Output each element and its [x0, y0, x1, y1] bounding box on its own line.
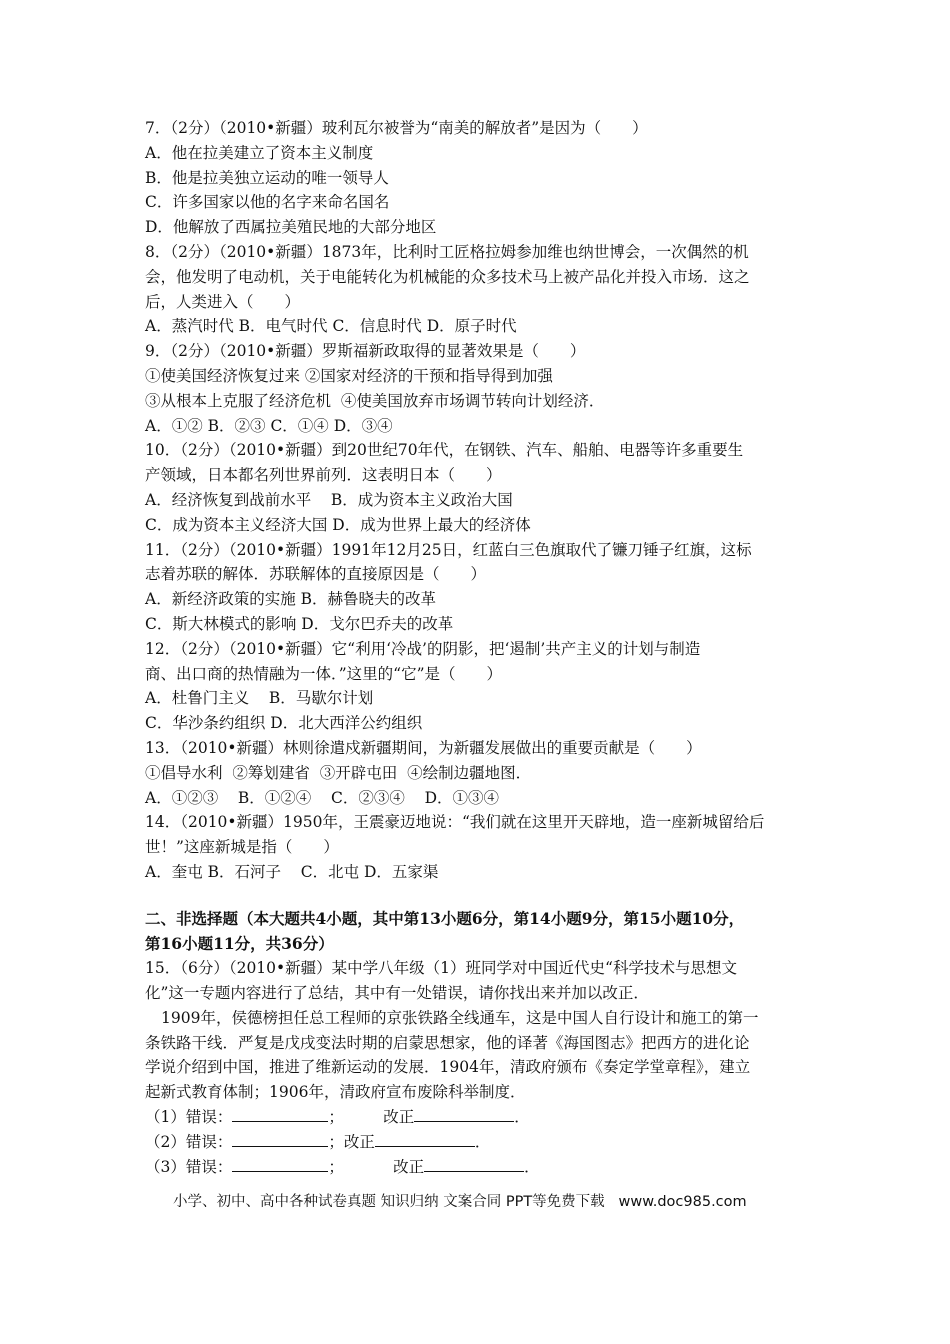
q10-options: C．成为资本主义经济大国 D．成为世界上最大的经济体 — [145, 515, 531, 534]
q13-options: A．①②③ B．①②④ C．②③④ D．①③④ — [145, 788, 499, 807]
q7-option-a: A．他在拉美建立了资本主义制度 — [145, 143, 374, 162]
answer-correction-label: ； 改正 — [328, 1108, 415, 1127]
answer-number: （1）错误： — [145, 1108, 233, 1127]
answer-end: ． — [474, 1132, 491, 1151]
section-gap — [145, 885, 810, 907]
answer-end: ． — [524, 1157, 540, 1176]
q9-items: ①使美国经济恢复过来 ②国家对经济的干预和指导得到加强 — [145, 366, 553, 385]
q10-stem-line: 10．（2分）（2010•新疆）到20世纪70年代，在钢铁、汽车、船舶、电器等许多重要生 — [145, 441, 744, 460]
error-blank[interactable] — [232, 1156, 328, 1172]
answer-number: （2）错误： — [145, 1132, 233, 1151]
q9-options: A．①② B．②③ C．①④ D．③④ — [145, 416, 393, 435]
correction-blank[interactable] — [414, 1106, 514, 1122]
q12-options: C．华沙条约组织 D．北大西洋公约组织 — [145, 714, 423, 733]
answer-correction-label: ；改正 — [328, 1132, 375, 1151]
q15-passage-line: 学说介绍到中国，推进了维新运动的发展．1904年，清政府颁布《奏定学堂章程》，建立 — [145, 1058, 751, 1077]
q8-stem-line: 会，他发明了电动机，关于电能转化为机械能的众多技术马上被产品化并投入市场．这之 — [145, 267, 750, 286]
page-footer: 小学、初中、高中各种试卷真题 知识归纳 文案合同 PPT等免费下载 www.doc985.com — [173, 1194, 747, 1210]
q9-items: ③从根本上克服了经济危机 ④使美国放弃市场调节转向计划经济． — [145, 391, 605, 410]
q7-option-d: D．他解放了西属拉美殖民地的大部分地区 — [145, 218, 437, 237]
q15-answer-row — [145, 1155, 810, 1180]
section2-heading: 二、非选择题（本大题共4小题，其中第13小题6分，第14小题9分，第15小题10分， — [145, 908, 745, 928]
q15-stem-line: 化”这一专题内容进行了总结，其中有一处错误，请你找出来并加以改正． — [145, 984, 649, 1003]
exam-content — [145, 116, 810, 1179]
q15-stem-line: 15．（6分）（2010•新疆）某中学八年级（1）班同学对中国近代史“科学技术与思想文 — [145, 959, 737, 978]
q14-stem-line: 世！”这座新城是指（ ） — [145, 838, 339, 857]
q13-items: ①倡导水利 ②筹划建省 ③开辟屯田 ④绘制边疆地图． — [145, 763, 532, 782]
q14-options: A．奎屯 B．石河子 C．北屯 D．五家渠 — [145, 862, 439, 881]
q11-options: A．新经济政策的实施 B．赫鲁晓夫的改革 — [145, 590, 437, 609]
q7-stem: 7．（2分）（2010•新疆）玻利瓦尔被誉为“南美的解放者”是因为（ ） — [145, 119, 648, 137]
correction-blank[interactable] — [375, 1131, 475, 1147]
q15-passage-line: 起新式教育体制；1906年，清政府宣布废除科举制度． — [145, 1083, 526, 1102]
section2-heading: 第16小题11分，共36分） — [145, 933, 334, 953]
answer-end: ． — [514, 1108, 530, 1127]
q15-passage-line: 条铁路干线．严复是戊戌变法时期的启蒙思想家，他的译著《海国图志》把西方的进化论 — [145, 1033, 750, 1052]
q14-stem-line: 14．（2010•新疆）1950年，王震豪迈地说：“我们就在这里开天辟地，造一座新城留给后 — [145, 813, 765, 832]
q12-stem-line: 商、出口商的热情融为一体．”这里的“它”是（ ） — [145, 664, 503, 683]
error-blank[interactable] — [232, 1106, 328, 1122]
q8-stem-line: 后，人类进入（ ） — [145, 292, 301, 311]
q15-answer-row — [145, 1105, 810, 1130]
q11-stem-line: 志着苏联的解体．苏联解体的直接原因是（ ） — [145, 565, 487, 584]
answer-number: （3）错误： — [145, 1157, 233, 1176]
q9-stem: 9．（2分）（2010•新疆）罗斯福新政取得的显著效果是（ ） — [145, 342, 586, 361]
q10-stem-line: 产领域，日本都名列世界前列．这表明日本（ ） — [145, 466, 502, 485]
q11-options: C．斯大林模式的影响 D．戈尔巴乔夫的改革 — [145, 614, 454, 633]
q15-passage-line: 1909年，侯德榜担任总工程师的京张铁路全线通车，这是中国人自行设计和施工的第一 — [161, 1008, 759, 1027]
q11-stem-line: 11．（2分）（2010•新疆）1991年12月25日，红蓝白三色旗取代了镰刀锤子红旗，这标 — [145, 540, 752, 559]
q8-options: A．蒸汽时代 B．电气时代 C．信息时代 D．原子时代 — [145, 317, 517, 336]
correction-blank[interactable] — [424, 1156, 524, 1172]
q12-options: A．杜鲁门主义 B．马歇尔计划 — [145, 689, 374, 708]
q12-stem-line: 12．（2分）（2010•新疆）它“利用‘冷战’的阴影，把‘遏制’共产主义的计划与制造 — [145, 639, 701, 658]
error-blank[interactable] — [232, 1131, 328, 1147]
q10-options: A．经济恢复到战前水平 B．成为资本主义政治大国 — [145, 490, 513, 509]
q15-answer-row — [145, 1130, 810, 1155]
q13-stem: 13．（2010•新疆）林则徐遣戍新疆期间，为新疆发展做出的重要贡献是（ ） — [145, 738, 702, 757]
answer-correction-label: ； 改正 — [328, 1157, 425, 1176]
q7-option-c: C．许多国家以他的名字来命名国名 — [145, 193, 390, 212]
q7-option-b: B．他是拉美独立运动的唯一领导人 — [145, 168, 389, 187]
q8-stem-line: 8．（2分）（2010•新疆）1873年，比利时工匠格拉姆参加维也纳世博会，一次偶然的机 — [145, 242, 749, 261]
